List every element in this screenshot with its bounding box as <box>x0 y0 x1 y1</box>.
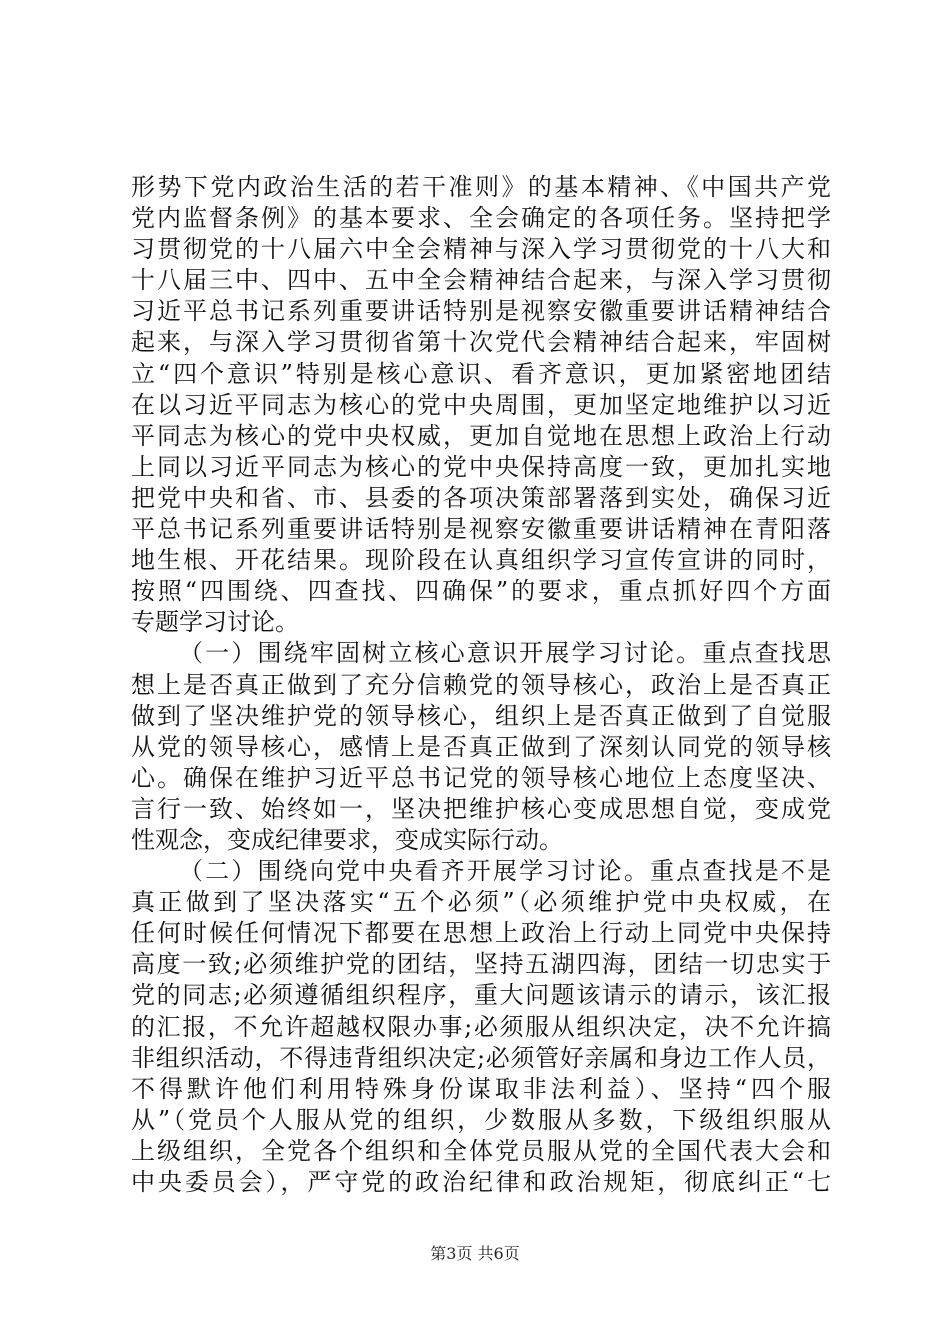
body-text <box>131 172 831 1198</box>
text-line: 言行一致、始终如一，坚决把维护核心变成思想自觉，变成党 <box>131 794 831 823</box>
page-number-footer: 第3页 共6页 <box>430 1244 520 1263</box>
text-line: 按照“四围绕、四查找、四确保”的要求，重点抓好四个方面 <box>131 577 831 606</box>
text-line: 形势下党内政治生活的若干准则》的基本精神、《中国共产党 <box>131 173 831 201</box>
text-line: 平总书记系列重要讲话特别是视察安徽重要讲话精神在青阳落 <box>131 515 831 544</box>
text-line: 地生根、开花结果。现阶段在认真组织学习宣传宣讲的同时， <box>131 546 831 575</box>
text-line: 在以习近平同志为核心的党中央周围，更加坚定地维护以习近 <box>131 390 831 419</box>
text-line: 想上是否真正做到了充分信赖党的领导核心，政治上是否真正 <box>131 670 831 699</box>
text-line: 专题学习讨论。 <box>131 608 299 637</box>
text-line: 不得默许他们利用特殊身份谋取非法利益）、坚持“四个服 <box>131 1074 831 1103</box>
text-line: 习贯彻党的十八届六中全会精神与深入学习贯彻党的十八大和 <box>131 235 831 264</box>
text-line: 的汇报，不允许超越权限办事;必须服从组织决定，决不允许搞 <box>131 1012 831 1041</box>
text-line: 十八届三中、四中、五中全会精神结合起来，与深入学习贯彻 <box>131 266 831 295</box>
text-line: 上级组织，全党各个组织和全体党员服从党的全国代表大会和 <box>131 1136 831 1165</box>
text-line: 把党中央和省、市、县委的各项决策部署落到实处，确保习近 <box>131 483 831 512</box>
text-line: 党的同志;必须遵循组织程序，重大问题该请示的请示，该汇报 <box>131 981 831 1010</box>
text-line: 党内监督条例》的基本要求、全会确定的各项任务。坚持把学 <box>131 204 831 233</box>
text-line: 真正做到了坚决落实“五个必须”（必须维护党中央权威，在 <box>131 888 831 917</box>
text-line: 中央委员会），严守党的政治纪律和政治规矩，彻底纠正“七 <box>131 1168 831 1196</box>
paragraph-start-line: （二）围绕向党中央看齐开展学习讨论。重点查找是不是 <box>179 857 831 886</box>
text-line: 高度一致;必须维护党的团结，坚持五湖四海，团结一切忠实于 <box>131 950 831 979</box>
text-line: 立“四个意识”特别是核心意识、看齐意识，更加紧密地团结 <box>131 359 831 388</box>
text-line: 习近平总书记系列重要讲话特别是视察安徽重要讲话精神结合 <box>131 297 831 326</box>
text-line: 性观念，变成纪律要求，变成实际行动。 <box>131 825 563 854</box>
paragraph-start-line: （一）围绕牢固树立核心意识开展学习讨论。重点查找思 <box>179 639 831 668</box>
text-line: 非组织活动，不得违背组织决定;必须管好亲属和身边工作人员， <box>131 1043 831 1072</box>
text-line: 上同以习近平同志为核心的党中央保持高度一致，更加扎实地 <box>131 452 831 481</box>
text-line: 从”（党员个人服从党的组织，少数服从多数，下级组织服从 <box>131 1105 831 1134</box>
text-line: 起来，与深入学习贯彻省第十次党代会精神结合起来，牢固树 <box>131 328 831 357</box>
text-line: 平同志为核心的党中央权威，更加自觉地在思想上政治上行动 <box>131 421 831 450</box>
text-line: 做到了坚决维护党的领导核心，组织上是否真正做到了自觉服 <box>131 701 831 730</box>
text-line: 心。确保在维护习近平总书记党的领导核心地位上态度坚决、 <box>131 763 831 792</box>
text-line: 从党的领导核心，感情上是否真正做到了深刻认同党的领导核 <box>131 732 831 761</box>
text-line: 任何时候任何情况下都要在思想上政治上行动上同党中央保持 <box>131 919 831 948</box>
